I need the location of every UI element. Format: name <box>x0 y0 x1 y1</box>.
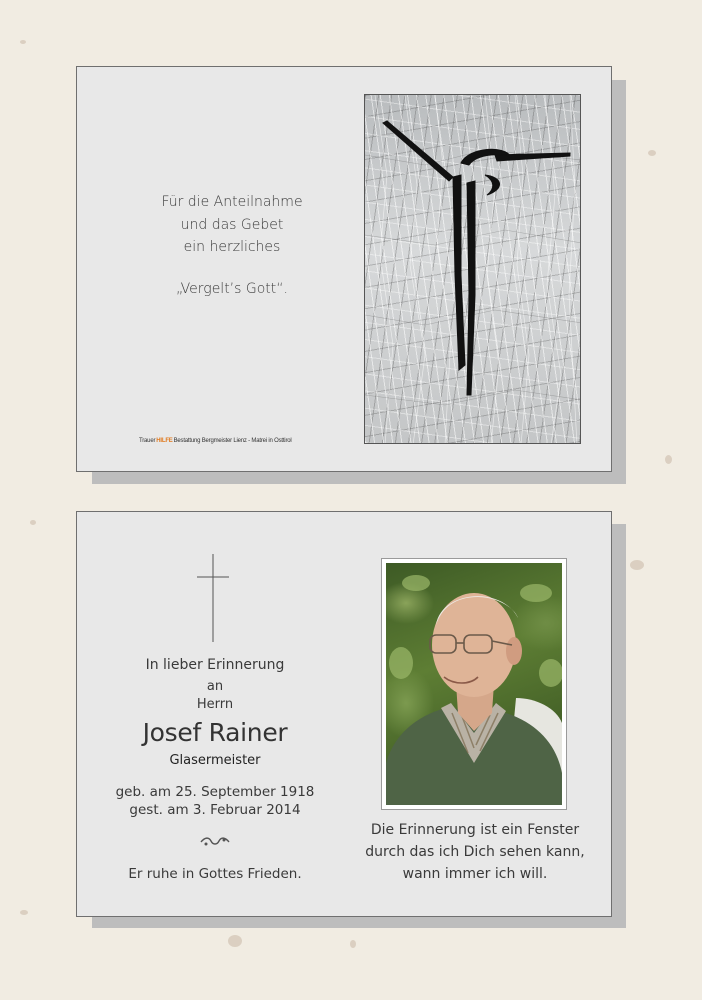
thanks-text <box>117 191 347 300</box>
memorial-intro: In lieber Erinnerung <box>145 657 285 673</box>
memorial-herrn: Herrn <box>196 697 234 712</box>
paper-speck <box>350 940 356 948</box>
portrait-illustration <box>386 563 562 805</box>
crucifix-icon <box>365 95 581 444</box>
credit-rest: Bestattung Bergmeister Lienz - Matrei in Osttirol <box>173 438 292 444</box>
deceased-name: Josef Rainer <box>142 718 288 747</box>
paper-speck <box>30 520 36 525</box>
quote-line: Die Erinnerung ist ein Fenster <box>370 822 580 838</box>
paper-speck <box>20 910 28 915</box>
credit-accent: HILFE <box>156 438 173 444</box>
credit-prefix: Trauer <box>139 438 156 444</box>
ornament-icon <box>199 835 231 849</box>
quote-line: wann immer ich will. <box>402 866 548 882</box>
memorial-quote <box>357 819 593 885</box>
deceased-profession: Glasermeister <box>169 753 261 768</box>
crucifix-glass-image <box>364 94 581 444</box>
death-date: gest. am 3. Februar 2014 <box>129 802 301 818</box>
thanks-line: ein herzliches <box>183 239 281 255</box>
funeral-home-credit <box>139 438 292 444</box>
memorial-an: an <box>206 679 224 694</box>
thank-you-card <box>76 66 612 472</box>
thanks-line: „Vergelt’s Gott“. <box>176 280 288 297</box>
paper-speck <box>648 150 656 156</box>
rest-in-peace: Er ruhe in Gottes Frieden. <box>128 866 302 882</box>
thanks-line: Für die Anteilnahme <box>161 194 303 210</box>
thanks-line: und das Gebet <box>180 216 284 233</box>
birth-date: geb. am 25. September 1918 <box>115 784 315 800</box>
memorial-card <box>76 511 612 917</box>
paper-speck <box>665 455 672 464</box>
quote-line: durch das ich Dich sehen kann, <box>365 844 585 860</box>
paper-speck <box>20 40 26 44</box>
portrait-photo <box>386 563 562 805</box>
paper-speck <box>228 935 242 947</box>
paper-speck <box>630 560 644 570</box>
cross-icon <box>197 554 233 644</box>
portrait-frame <box>381 558 567 810</box>
